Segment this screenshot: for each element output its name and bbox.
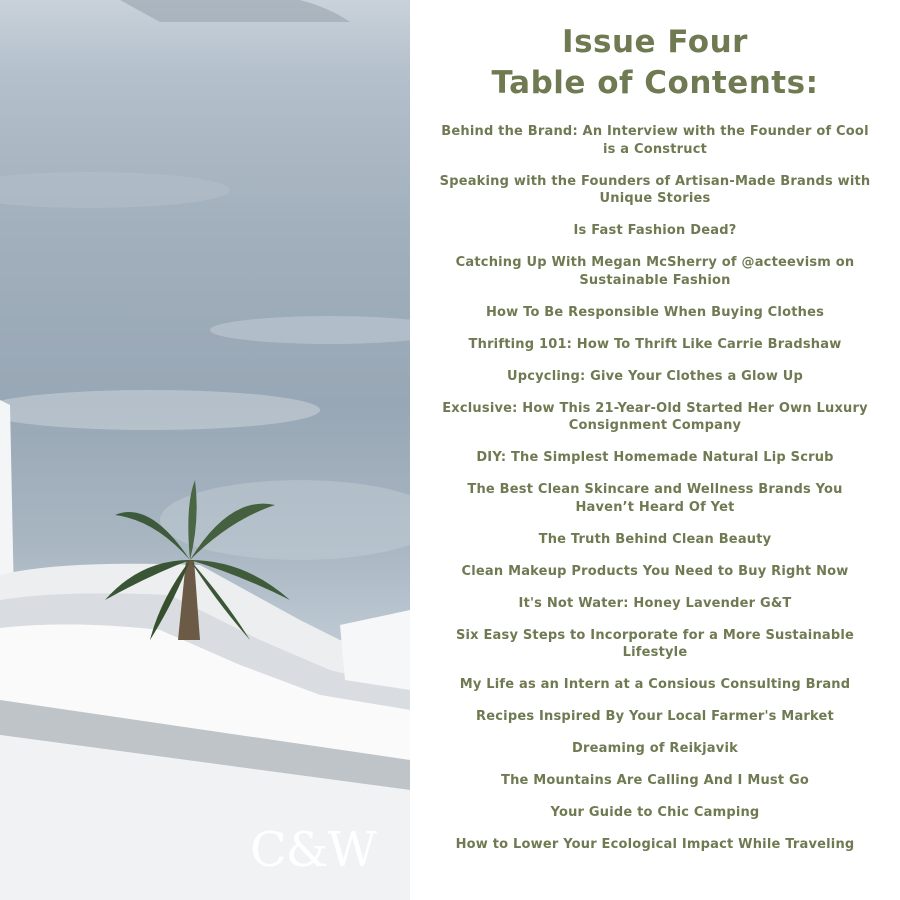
article-item: Recipes Inspired By Your Local Farmer's Market: [476, 709, 834, 724]
wall-pillar: [0, 400, 14, 600]
article-item: How To Be Responsible When Buying Clothes: [485, 304, 825, 320]
page-title: [410, 22, 900, 104]
article-item: Upcycling: Give Your Clothes a Glow Up: [506, 368, 804, 384]
article-item: The Mountains Are Calling And I Must Go: [501, 773, 809, 788]
article-item: Speaking with the Founders of Artisan-Made Brands with Unique Stories: [439, 173, 871, 206]
sea-terrace-illustration: [0, 0, 410, 900]
title-line-issue: Issue Four: [562, 24, 748, 60]
article-item: My Life as an Intern at a Consious Consulting Brand: [459, 677, 851, 692]
sea-shimmer: [160, 480, 410, 560]
cover-photo: [0, 0, 410, 900]
article-list: [410, 123, 900, 854]
article-item: Clean Makeup Products You Need to Buy Right Now: [461, 563, 849, 579]
sea-shimmer: [0, 390, 320, 430]
article-item: Dreaming of Reikjavik: [572, 741, 738, 756]
article-item: Thrifting 101: How To Thrift Like Carrie Bradshaw: [468, 336, 842, 352]
article-item: Is Fast Fashion Dead?: [573, 223, 737, 238]
article-item: Catching Up With Megan McSherry of @acteevism on Sustainable Fashion: [455, 255, 855, 288]
article-item: Your Guide to Chic Camping: [550, 805, 760, 820]
article-item: Six Easy Steps to Incorporate for a More Sustainable Lifestyle: [455, 627, 855, 660]
title-line-contents: Table of Contents:: [491, 65, 819, 101]
article-item: Exclusive: How This 21-Year-Old Started Her Own Luxury Consignment Company: [442, 400, 868, 433]
sea-shimmer: [210, 316, 410, 344]
article-item: How to Lower Your Ecological Impact While Traveling: [455, 837, 855, 852]
article-item: It's Not Water: Honey Lavender G&T: [518, 595, 792, 611]
article-item: Behind the Brand: An Interview with the Founder of Cool is a Construct: [441, 124, 869, 157]
wall-block: [340, 610, 410, 690]
article-item: The Truth Behind Clean Beauty: [538, 531, 772, 547]
sea-shimmer: [0, 172, 230, 208]
brand-logo: C&W: [250, 822, 376, 878]
table-of-contents: [410, 0, 900, 900]
article-item: DIY: The Simplest Homemade Natural Lip Scrub: [476, 450, 834, 465]
article-item: The Best Clean Skincare and Wellness Brands You Haven’t Heard Of Yet: [467, 482, 843, 515]
island-shape: [120, 0, 350, 22]
